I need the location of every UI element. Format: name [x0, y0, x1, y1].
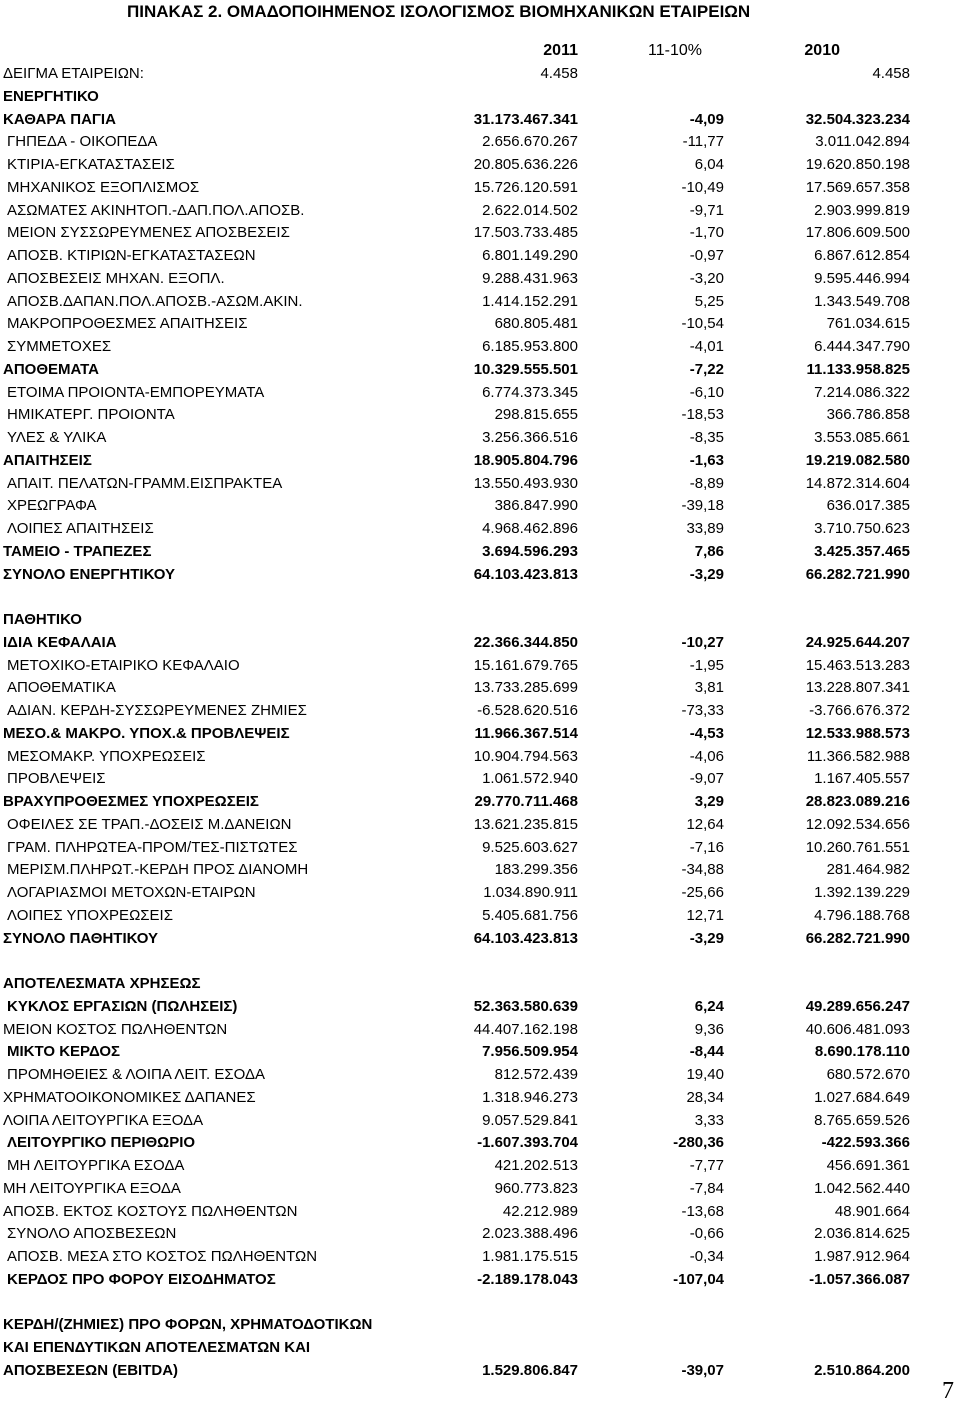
value-2011: 15.161.679.765	[473, 656, 578, 674]
value-change: -13,68	[681, 1202, 724, 1220]
value-2011: 3.256.366.516	[482, 429, 578, 446]
value-change: -280,36	[673, 1134, 724, 1152]
row-label: ΚΥΚΛΟΣ ΕΡΓΑΣΙΩΝ (ΠΩΛΗΣΕΙΣ)	[7, 997, 238, 1015]
table-row	[0, 426, 960, 449]
table-row	[0, 494, 960, 517]
value-change: -3,29	[689, 565, 724, 583]
spacer-row	[0, 585, 960, 608]
value-2011: 183.299.356	[494, 861, 578, 879]
row-label: ΚΕΡΔΗ/(ΖΗΜΙΕΣ) ΠΡΟ ΦΟΡΩΝ, ΧΡΗΜΑΤΟΔΟΤΙΚΩΝ	[3, 1316, 373, 1334]
row-label: ΕΤΟΙΜΑ ΠΡΟΙΟΝΤΑ-ΕΜΠΟΡΕΥΜΑΤΑ	[7, 383, 265, 401]
value-2010: 4.458	[872, 65, 910, 82]
value-2010: 17.806.609.500	[805, 224, 910, 242]
value-2010: 2.510.864.200	[814, 1361, 910, 1379]
value-2010: 9.595.446.994	[814, 269, 910, 287]
value-change: -3,20	[689, 269, 724, 287]
value-change: -8,35	[689, 429, 724, 446]
value-2011: -1.607.393.704	[477, 1134, 578, 1152]
value-2011: 31.173.467.341	[473, 110, 578, 128]
value-2011: 7.956.509.954	[482, 1043, 578, 1061]
table-row	[0, 85, 960, 108]
table-row	[0, 199, 960, 222]
value-2010: 456.691.361	[826, 1157, 910, 1174]
row-label: ΙΔΙΑ ΚΕΦΑΛΑΙΑ	[3, 633, 117, 651]
table-row	[0, 449, 960, 472]
value-change: -9,71	[689, 201, 724, 219]
row-label: ΛΕΙΤΟΥΡΓΙΚΟ ΠΕΡΙΘΩΡΙΟ	[7, 1134, 196, 1152]
value-2010: 6.867.612.854	[814, 247, 910, 264]
table-row	[0, 1359, 960, 1382]
value-change: -1,70	[689, 224, 724, 242]
row-label: ΜΕΤΟΧΙΚΟ-ΕΤΑΙΡΙΚΟ ΚΕΦΑΛΑΙΟ	[7, 656, 240, 674]
spacer-row	[0, 1291, 960, 1314]
value-change: 3,29	[694, 793, 724, 810]
value-2011: 44.407.162.198	[473, 1020, 578, 1038]
table-row	[0, 1063, 960, 1086]
row-label: ΗΜΙΚΑΤΕΡΓ. ΠΡΟΙΟΝΤΑ	[7, 406, 175, 424]
row-label: ΠΡΟΜΗΘΕΙΕΣ & ΛΟΙΠΑ ΛΕΙΤ. ΕΣΟΔΑ	[7, 1066, 266, 1083]
value-2011: 1.529.806.847	[482, 1361, 578, 1379]
value-change: 3,81	[694, 679, 724, 697]
value-2011: -6.528.620.516	[477, 702, 578, 719]
value-change: -7,16	[689, 838, 724, 856]
value-2010: 32.504.323.234	[805, 110, 910, 128]
row-label: ΚΤΙΡΙΑ-ΕΓΚΑΤΑΣΤΑΣΕΙΣ	[7, 156, 175, 173]
value-2011: 3.694.596.293	[482, 542, 578, 560]
value-2010: 3.011.042.894	[815, 133, 910, 151]
value-2010: 636.017.385	[826, 497, 910, 515]
row-label: ΜΗΧΑΝΙΚΟΣ ΕΞΟΠΛΙΣΜΟΣ	[7, 178, 200, 196]
value-2010: 12.092.534.656	[805, 815, 910, 833]
row-label: ΔΕΙΓΜΑ ΕΤΑΙΡΕΙΩΝ:	[3, 65, 144, 82]
value-2011: -2.189.178.043	[477, 1270, 578, 1288]
value-2010: 19.620.850.198	[805, 156, 910, 173]
value-2010: 17.569.657.358	[805, 178, 910, 196]
row-label: ΛΟΓΑΡΙΑΣΜΟΙ ΜΕΤΟΧΩΝ-ΕΤΑΙΡΩΝ	[7, 884, 256, 901]
table-row	[0, 358, 960, 381]
row-label: ΜΙΚΤΟ ΚΕΡΔΟΣ	[7, 1043, 120, 1061]
table-row	[0, 881, 960, 904]
table-row	[0, 312, 960, 335]
value-2011: 4.458	[540, 65, 578, 82]
value-2010: 1.027.684.649	[814, 1088, 910, 1106]
table-row	[0, 517, 960, 540]
row-label: ΚΑΙ ΕΠΕΝΔΥΤΙΚΩΝ ΑΠΟΤΕΛΕΣΜΑΤΩΝ ΚΑΙ	[3, 1339, 311, 1356]
table-row	[0, 904, 960, 927]
value-change: -18,53	[681, 406, 724, 424]
table-row	[0, 858, 960, 881]
row-label: ΑΠΟΣΒΕΣΕΩΝ (EBITDA)	[3, 1361, 179, 1379]
value-2010: 49.289.656.247	[805, 997, 910, 1015]
row-label: ΑΠΑΙΤ. ΠΕΛΑΤΩΝ-ΓΡΑΜΜ.ΕΙΣΠΡΑΚΤΕΑ	[7, 474, 283, 492]
page-title: ΠΙΝΑΚΑΣ 2. ΟΜΑΔΟΠΟΙΗΜΕΝΟΣ ΙΣΟΛΟΓΙΣΜΟΣ ΒΙΟΜΗΧΑΝΙΚΩΝ ΕΤΑΙΡΕΙΩΝ	[127, 2, 751, 21]
table-row	[0, 722, 960, 745]
value-2010: 281.464.982	[826, 861, 910, 879]
table-row	[0, 244, 960, 267]
value-2010: -1.057.366.087	[809, 1270, 910, 1288]
value-2011: 18.905.804.796	[473, 451, 578, 469]
value-2011: 2.656.670.267	[482, 133, 578, 151]
row-label: ΜΑΚΡΟΠΡΟΘΕΣΜΕΣ ΑΠΑΙΤΗΣΕΙΣ	[7, 315, 248, 333]
row-label: ΑΠΟΣΒ. ΜΕΣΑ ΣΤΟ ΚΟΣΤΟΣ ΠΩΛΗΘΕΝΤΩΝ	[7, 1248, 318, 1265]
row-label: ΒΡΑΧΥΠΡΟΘΕΣΜΕΣ ΥΠΟΧΡΕΩΣΕΙΣ	[3, 793, 259, 810]
balance-sheet-table	[0, 62, 960, 1382]
value-change: -10,27	[681, 633, 724, 651]
row-label: ΑΔΙΑΝ. ΚΕΡΔΗ-ΣΥΣΣΩΡΕΥΜΕΝΕΣ ΖΗΜΙΕΣ	[7, 702, 307, 719]
value-2011: 6.185.953.800	[482, 338, 578, 355]
value-2010: 66.282.721.990	[805, 565, 910, 583]
value-2011: 52.363.580.639	[473, 997, 578, 1015]
value-change: -107,04	[673, 1270, 724, 1288]
row-label: ΟΦΕΙΛΕΣ ΣΕ ΤΡΑΠ.-ΔΟΣΕΙΣ Μ.ΔΑΝΕΙΩΝ	[7, 815, 292, 833]
row-label: ΜΗ ΛΕΙΤΟΥΡΓΙΚΑ ΕΞΟΔΑ	[3, 1179, 181, 1197]
value-2011: 680.805.481	[494, 315, 578, 333]
value-2011: 6.801.149.290	[482, 247, 578, 264]
table-row	[0, 813, 960, 836]
value-change: -4,01	[689, 338, 724, 355]
table-row	[0, 1040, 960, 1063]
table-row	[0, 335, 960, 358]
row-label: ΜΕΣΟ.& ΜΑΚΡΟ. ΥΠΟΧ.& ΠΡΟΒΛΕΨΕΙΣ	[3, 724, 290, 742]
value-2011: 15.726.120.591	[473, 178, 578, 196]
row-label: ΑΠΟΣΒ.ΔΑΠΑΝ.ΠΟΛ.ΑΠΟΣΒ.-ΑΣΩΜ.ΑΚΙΝ.	[7, 292, 303, 310]
value-2011: 13.733.285.699	[473, 679, 578, 697]
value-2010: -3.766.676.372	[809, 702, 910, 719]
value-2010: 11.366.582.988	[806, 747, 910, 765]
row-label: ΚΑΘΑΡΑ ΠΑΓΙΑ	[3, 110, 116, 128]
value-2010: 28.823.089.216	[805, 793, 910, 810]
value-change: -7,77	[689, 1157, 724, 1174]
row-label: ΜΕΙΟΝ ΚΟΣΤΟΣ ΠΩΛΗΘΕΝΤΩΝ	[3, 1020, 228, 1038]
value-change: 33,89	[686, 520, 724, 537]
table-row	[0, 1200, 960, 1223]
value-2011: 960.773.823	[494, 1179, 578, 1197]
value-2010: 2.903.999.819	[814, 201, 910, 219]
value-2010: -422.593.366	[821, 1134, 910, 1152]
value-2010: 1.167.405.557	[814, 770, 910, 788]
value-2011: 1.061.572.940	[482, 770, 578, 788]
value-2011: 22.366.344.850	[473, 633, 578, 651]
value-change: -1,63	[689, 451, 724, 469]
value-2010: 19.219.082.580	[805, 451, 910, 469]
page-number: 7	[942, 1378, 954, 1404]
table-row	[0, 631, 960, 654]
row-label: ΓΗΠΕΔΑ - ΟΙΚΟΠΕΔΑ	[7, 133, 158, 151]
table-row	[0, 1154, 960, 1177]
value-change: -8,44	[689, 1043, 724, 1061]
table-row	[0, 1268, 960, 1291]
table-row	[0, 1131, 960, 1154]
row-label: ΑΠΟΣΒ. ΕΚΤΟΣ ΚΟΣΤΟΥΣ ΠΩΛΗΘΕΝΤΩΝ	[3, 1202, 298, 1220]
table-row	[0, 699, 960, 722]
value-2010: 1.042.562.440	[814, 1179, 910, 1197]
value-2011: 4.968.462.896	[482, 520, 578, 537]
table-row	[0, 267, 960, 290]
value-change: -4,09	[689, 110, 724, 128]
value-2011: 17.503.733.485	[473, 224, 578, 242]
value-2010: 1.987.912.964	[814, 1248, 910, 1265]
row-label: ΛΟΙΠΕΣ ΥΠΟΧΡΕΩΣΕΙΣ	[7, 906, 173, 924]
value-2010: 3.710.750.623	[814, 520, 910, 537]
value-2010: 8.765.659.526	[814, 1111, 910, 1129]
row-label: ΑΠΟΘΕΜΑΤΑ	[3, 360, 99, 378]
table-row	[0, 790, 960, 813]
value-change: 6,04	[694, 156, 724, 173]
row-label: ΜΕΣΟΜΑΚΡ. ΥΠΟΧΡΕΩΣΕΙΣ	[7, 747, 206, 765]
row-label: ΤΑΜΕΙΟ - ΤΡΑΠΕΖΕΣ	[3, 542, 152, 560]
value-2011: 5.405.681.756	[482, 906, 578, 924]
table-row	[0, 153, 960, 176]
value-2011: 10.904.794.563	[473, 747, 578, 765]
value-change: 5,25	[694, 292, 724, 310]
value-change: -6,10	[689, 383, 724, 401]
value-2010: 3.553.085.661	[814, 429, 910, 446]
table-row	[0, 767, 960, 790]
table-row	[0, 608, 960, 631]
value-2010: 4.796.188.768	[814, 906, 910, 924]
value-change: -10,54	[681, 315, 724, 333]
value-2011: 2.023.388.496	[482, 1225, 578, 1243]
row-label: ΑΠΟΘΕΜΑΤΙΚΑ	[7, 679, 116, 697]
value-change: -0,34	[689, 1248, 724, 1265]
row-label: ΥΛΕΣ & ΥΛΙΚΑ	[7, 429, 107, 446]
row-label: ΜΕΙΟΝ ΣΥΣΣΩΡΕΥΜΕΝΕΣ ΑΠΟΣΒΕΣΕΙΣ	[7, 224, 290, 242]
value-2010: 40.606.481.093	[805, 1020, 910, 1038]
value-2010: 366.786.858	[826, 406, 910, 424]
value-2011: 13.550.493.930	[473, 474, 578, 492]
table-row	[0, 1245, 960, 1268]
table-row	[0, 676, 960, 699]
value-2011: 298.815.655	[494, 406, 578, 424]
value-2010: 2.036.814.625	[814, 1225, 910, 1243]
table-row	[0, 290, 960, 313]
value-change: 19,40	[686, 1066, 724, 1083]
value-2011: 11.966.367.514	[474, 724, 578, 742]
value-change: -4,53	[689, 724, 724, 742]
table-row	[0, 1086, 960, 1109]
value-2011: 1.414.152.291	[482, 292, 578, 310]
table-row	[0, 1336, 960, 1359]
table-row	[0, 1313, 960, 1336]
value-change: -3,29	[689, 929, 724, 947]
value-2010: 48.901.664	[834, 1202, 910, 1220]
row-label: ΠΑΘΗΤΙΚΟ	[3, 611, 82, 628]
row-label: ΜΗ ΛΕΙΤΟΥΡΓΙΚΑ ΕΣΟΔΑ	[7, 1157, 185, 1174]
value-change: 12,64	[686, 815, 724, 833]
spacer-row	[0, 949, 960, 972]
row-label: ΑΣΩΜΑΤΕΣ ΑΚΙΝΗΤΟΠ.-ΔΑΠ.ΠΟΛ.ΑΠΟΣΒ.	[7, 201, 305, 219]
table-row	[0, 62, 960, 85]
row-label: ΣΥΝΟΛΟ ΕΝΕΡΓΗΤΙΚΟΥ	[3, 565, 175, 583]
table-row	[0, 836, 960, 859]
value-2011: 29.770.711.468	[474, 793, 578, 810]
value-change: 28,34	[686, 1088, 724, 1106]
value-change: -7,22	[689, 360, 724, 378]
table-row	[0, 1109, 960, 1132]
value-2011: 1.318.946.273	[482, 1088, 578, 1106]
row-label: ΑΠΟΣΒ. ΚΤΙΡΙΩΝ-ΕΓΚΑΤΑΣΤΑΣΕΩΝ	[7, 247, 256, 264]
value-change: -73,33	[681, 702, 724, 719]
value-2011: 6.774.373.345	[482, 383, 578, 401]
value-2010: 680.572.670	[826, 1066, 910, 1083]
value-2010: 3.425.357.465	[814, 542, 910, 560]
table-row	[0, 654, 960, 677]
value-change: -7,84	[689, 1179, 724, 1197]
value-2011: 64.103.423.813	[473, 565, 578, 583]
table-row	[0, 1177, 960, 1200]
value-2010: 1.392.139.229	[814, 884, 910, 901]
row-label: ΛΟΙΠΑ ΛΕΙΤΟΥΡΓΙΚΑ ΕΞΟΔΑ	[3, 1111, 204, 1129]
value-2011: 421.202.513	[494, 1157, 578, 1174]
table-row	[0, 108, 960, 131]
value-change: 3,33	[694, 1111, 724, 1129]
value-2011: 1.981.175.515	[482, 1248, 578, 1265]
table-row	[0, 927, 960, 950]
value-2011: 42.212.989	[502, 1202, 578, 1220]
row-label: ΓΡΑΜ. ΠΛΗΡΩΤΕΑ-ΠΡΟΜ/ΤΕΣ-ΠΙΣΤΩΤΕΣ	[7, 838, 298, 856]
value-2011: 2.622.014.502	[482, 201, 578, 219]
value-2011: 812.572.439	[494, 1066, 578, 1083]
row-label: ΕΝΕΡΓΗΤΙΚΟ	[3, 87, 99, 105]
row-label: ΠΡΟΒΛΕΨΕΙΣ	[7, 770, 106, 788]
column-header-2010: 2010	[804, 42, 840, 59]
value-change: 7,86	[694, 542, 724, 560]
value-change: -9,07	[689, 770, 724, 788]
table-row	[0, 995, 960, 1018]
value-2011: 1.034.890.911	[483, 884, 578, 901]
row-label: ΣΥΜΜΕΤΟΧΕΣ	[7, 338, 112, 355]
value-2011: 9.525.603.627	[482, 838, 578, 856]
row-label: ΛΟΙΠΕΣ ΑΠΑΙΤΗΣΕΙΣ	[7, 520, 154, 537]
value-change: -8,89	[689, 474, 724, 492]
row-label: ΧΡΗΜΑΤΟΟΙΚΟΝΟΜΙΚΕΣ ΔΑΠΑΝΕΣ	[3, 1088, 256, 1106]
value-change: -39,18	[681, 497, 724, 515]
value-2011: 20.805.636.226	[473, 156, 578, 173]
value-2010: 24.925.644.207	[805, 633, 910, 651]
value-change: 9,36	[694, 1020, 724, 1038]
value-2010: 14.872.314.604	[805, 474, 910, 492]
value-change: 12,71	[686, 906, 724, 924]
value-2010: 761.034.615	[826, 315, 910, 333]
table-row	[0, 381, 960, 404]
value-2010: 7.214.086.322	[814, 383, 910, 401]
value-2010: 10.260.761.551	[805, 838, 910, 856]
table-row	[0, 472, 960, 495]
value-2010: 6.444.347.790	[814, 338, 910, 355]
table-row	[0, 540, 960, 563]
table-row	[0, 745, 960, 768]
table-row	[0, 1018, 960, 1041]
value-2010: 15.463.513.283	[805, 656, 910, 674]
value-2010: 66.282.721.990	[805, 929, 910, 947]
table-row	[0, 563, 960, 586]
table-row	[0, 130, 960, 153]
row-label: ΜΕΡΙΣΜ.ΠΛΗΡΩΤ.-ΚΕΡΔΗ ΠΡΟΣ ΔΙΑΝΟΜΗ	[7, 861, 309, 879]
value-change: -0,97	[689, 247, 724, 264]
column-header-change: 11-10%	[648, 42, 702, 59]
row-label: ΑΠΟΤΕΛΕΣΜΑΤΑ ΧΡΗΣΕΩΣ	[3, 975, 201, 992]
value-2011: 13.621.235.815	[473, 815, 578, 833]
table-row	[0, 1222, 960, 1245]
column-header-row	[0, 42, 960, 62]
row-label: ΣΥΝΟΛΟ ΑΠΟΣΒΕΣΕΩΝ	[7, 1225, 177, 1243]
value-2011: 9.057.529.841	[482, 1111, 578, 1129]
value-2010: 1.343.549.708	[814, 292, 910, 310]
value-change: -1,95	[689, 656, 724, 674]
value-change: -25,66	[681, 884, 724, 901]
value-2010: 8.690.178.110	[814, 1043, 910, 1061]
table-row	[0, 403, 960, 426]
column-header-2011: 2011	[543, 42, 578, 59]
row-label: ΣΥΝΟΛΟ ΠΑΘΗΤΙΚΟΥ	[3, 929, 159, 947]
value-change: 6,24	[694, 997, 724, 1015]
value-2010: 12.533.988.573	[805, 724, 910, 742]
value-2011: 9.288.431.963	[482, 269, 578, 287]
value-change: -4,06	[689, 747, 724, 765]
row-label: ΑΠΑΙΤΗΣΕΙΣ	[3, 451, 92, 469]
value-change: -10,49	[681, 178, 724, 196]
value-2011: 64.103.423.813	[473, 929, 578, 947]
table-row	[0, 972, 960, 995]
value-2011: 10.329.555.501	[473, 360, 578, 378]
value-2010: 11.133.958.825	[806, 360, 910, 378]
value-change: -11,77	[682, 133, 724, 151]
row-label: ΧΡΕΩΓΡΑΦΑ	[7, 497, 97, 515]
table-row	[0, 176, 960, 199]
table-row	[0, 221, 960, 244]
row-label: ΑΠΟΣΒΕΣΕΙΣ ΜΗΧΑΝ. ΕΞΟΠΛ.	[7, 269, 225, 287]
value-change: -0,66	[689, 1225, 724, 1243]
row-label: ΚΕΡΔΟΣ ΠΡΟ ΦΟΡΟΥ ΕΙΣΟΔΗΜΑΤΟΣ	[7, 1270, 276, 1288]
value-change: -39,07	[681, 1361, 724, 1379]
value-2011: 386.847.990	[494, 497, 578, 515]
value-change: -34,88	[681, 861, 724, 879]
value-2010: 13.228.807.341	[805, 679, 910, 697]
